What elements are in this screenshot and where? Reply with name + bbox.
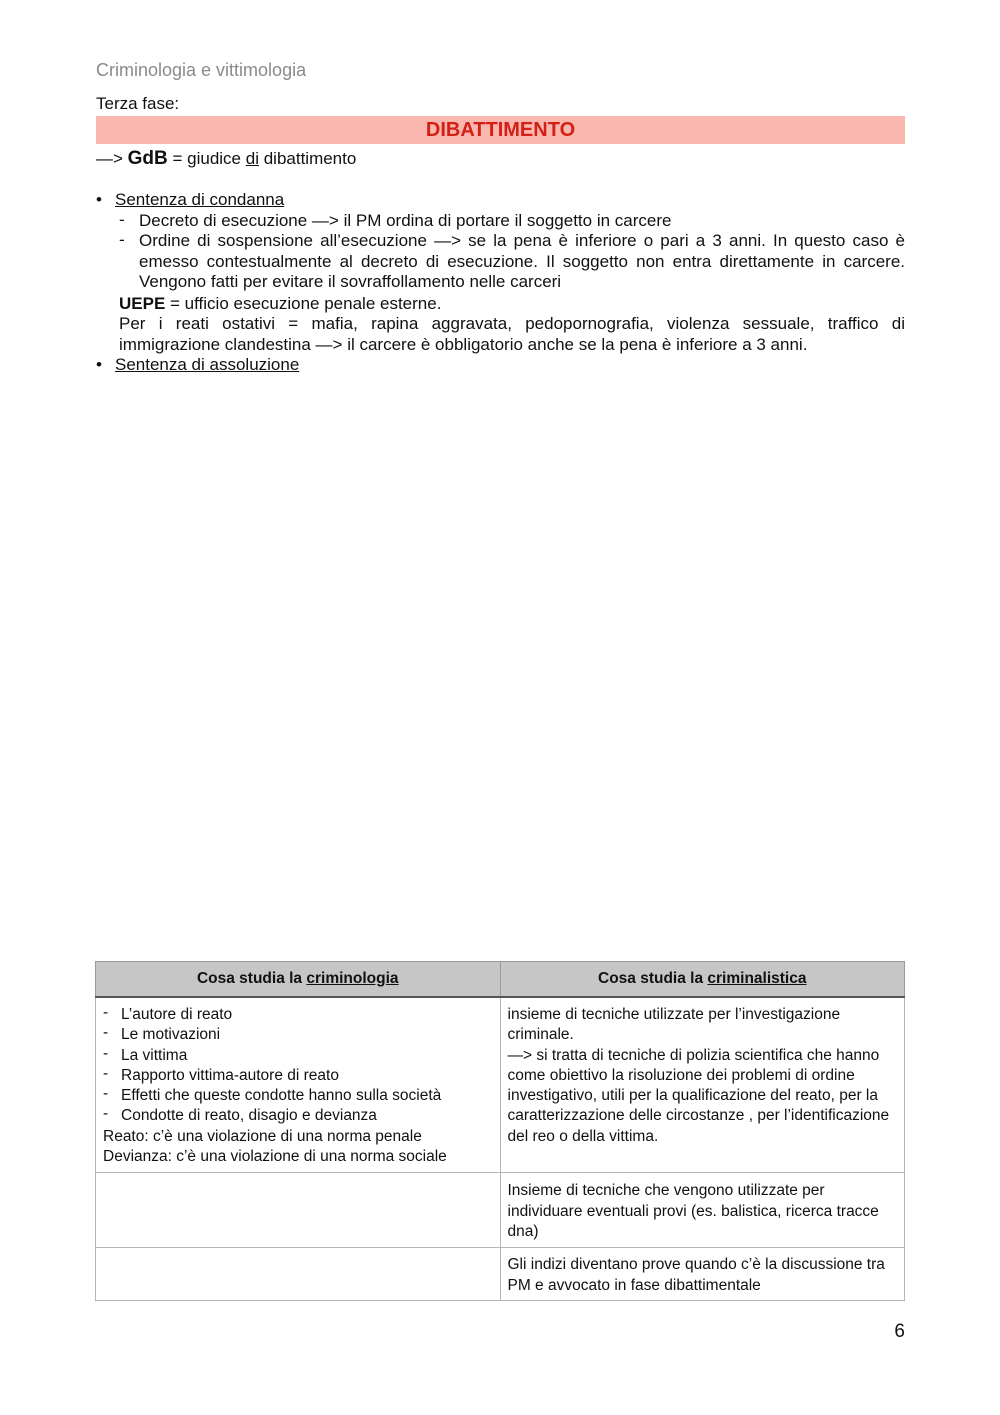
bullet-dot: • [96, 355, 102, 374]
table-row [96, 1248, 905, 1301]
comparison-table [95, 961, 905, 1301]
cell-tecniche: Insieme di tecniche che vengono utilizzate per individuare eventuali provi (es. balistica, ricerca tracce dna) [500, 1173, 905, 1248]
header-criminologia [96, 962, 501, 998]
condanna-item [96, 231, 905, 293]
dash-mark: - [103, 1004, 109, 1021]
arrow-text: —> [96, 149, 128, 168]
table-header-row [96, 962, 905, 998]
gdb-di: di [245, 149, 259, 168]
table-row [96, 997, 905, 1173]
list-item-text: La vittima [121, 1046, 188, 1064]
gdb-rest: dibattimento [258, 149, 357, 168]
bullet-condanna [96, 190, 905, 211]
uepe-abbreviation: UEPE [119, 293, 166, 313]
gdb-abbreviation: GdB [127, 148, 168, 169]
header-term: criminologia [306, 969, 399, 987]
ostativi-paragraph: Per i reati ostativi = mafia, rapina aggravata, pedopornografia, violenza sessuale, traffico di immigrazione clandestina —> il carcere è obbligatorio anche se la pena è inferiore a 3 anni. [119, 314, 905, 354]
uepe-text: = ufficio esecuzione penale esterne. [165, 293, 442, 313]
list-item [103, 1106, 493, 1126]
cell-criminalistica [500, 997, 905, 1173]
list-item-text: L’autore di reato [121, 1006, 233, 1023]
devianza-definition: Devianza: c’è una violazione di una norma sociale [103, 1148, 447, 1166]
criminalistica-detail: —> si tratta di tecniche di polizia scientifica che hanno come obiettivo la risoluzione dei problemi di ordine investigativo, utili per la qualificazione del reato, per la caratterizzazione delle circostanze , per l’identificazione del reo o della vittima. [507, 1046, 890, 1145]
condanna-item-text: Ordine di sospensione all’esecuzione —> se la pena è inferiore o pari a 3 anni. In questo caso è emesso contestualmente al decreto di esecuzione. Il soggetto non entra direttamente in carcere. Vengono fatti per evitare il sovraffollamento nelle carceri [139, 231, 905, 291]
reato-definition: Reato: c’è una violazione di una norma penale [103, 1127, 422, 1145]
empty-cell [96, 1173, 501, 1248]
gdb-definition [96, 146, 356, 172]
bullet-dot: • [96, 190, 102, 209]
dash-mark: - [103, 1044, 109, 1062]
cell-indizi: Gli indizi diventano prove quando c’è la discussione tra PM e avvocato in fase dibattimentale [500, 1248, 905, 1301]
list-item [103, 1025, 493, 1045]
table-row [96, 1173, 905, 1248]
list-item [103, 1086, 493, 1106]
body-content [96, 190, 905, 376]
dash-mark: - [119, 209, 125, 229]
page-number: 6 [894, 1321, 905, 1342]
dash-mark: - [103, 1064, 109, 1082]
running-header: Criminologia e vittimologia [96, 60, 307, 80]
assoluzione-title: Sentenza di assoluzione [115, 355, 300, 374]
dash-mark: - [119, 230, 125, 249]
gdb-eq: = giudice [167, 149, 246, 168]
criminalistica-definition: insieme di tecniche utilizzate per l’investigazione criminale. [507, 1006, 841, 1044]
bullet-assoluzione [96, 355, 905, 376]
dash-mark: - [103, 1105, 109, 1123]
header-prefix: Cosa studia la [196, 969, 307, 987]
dash-mark: - [103, 1085, 109, 1103]
list-item [103, 1066, 493, 1086]
empty-cell [96, 1248, 501, 1301]
dash-mark: - [103, 1024, 109, 1042]
list-item-text: Le motivazioni [121, 1026, 221, 1044]
list-item-text: Rapporto vittima-autore di reato [121, 1066, 339, 1084]
condanna-item-text: Decreto di esecuzione —> il PM ordina di portare il soggetto in carcere [139, 210, 672, 230]
list-item-text: Effetti che queste condotte hanno sulla società [121, 1087, 442, 1105]
list-item [103, 1046, 493, 1066]
header-criminalistica [500, 962, 905, 998]
list-item-text: Condotte di reato, disagio e devianza [121, 1107, 377, 1125]
condanna-title: Sentenza di condanna [115, 190, 285, 209]
cell-criminologia [96, 997, 501, 1173]
section-banner: DIBATTIMENTO [96, 116, 905, 144]
uepe-line [96, 293, 905, 315]
header-term: criminalistica [707, 969, 807, 987]
phase-label: Terza fase: [96, 94, 180, 113]
list-item [103, 1005, 493, 1025]
condanna-item [96, 211, 905, 232]
header-prefix: Cosa studia la [598, 969, 708, 987]
